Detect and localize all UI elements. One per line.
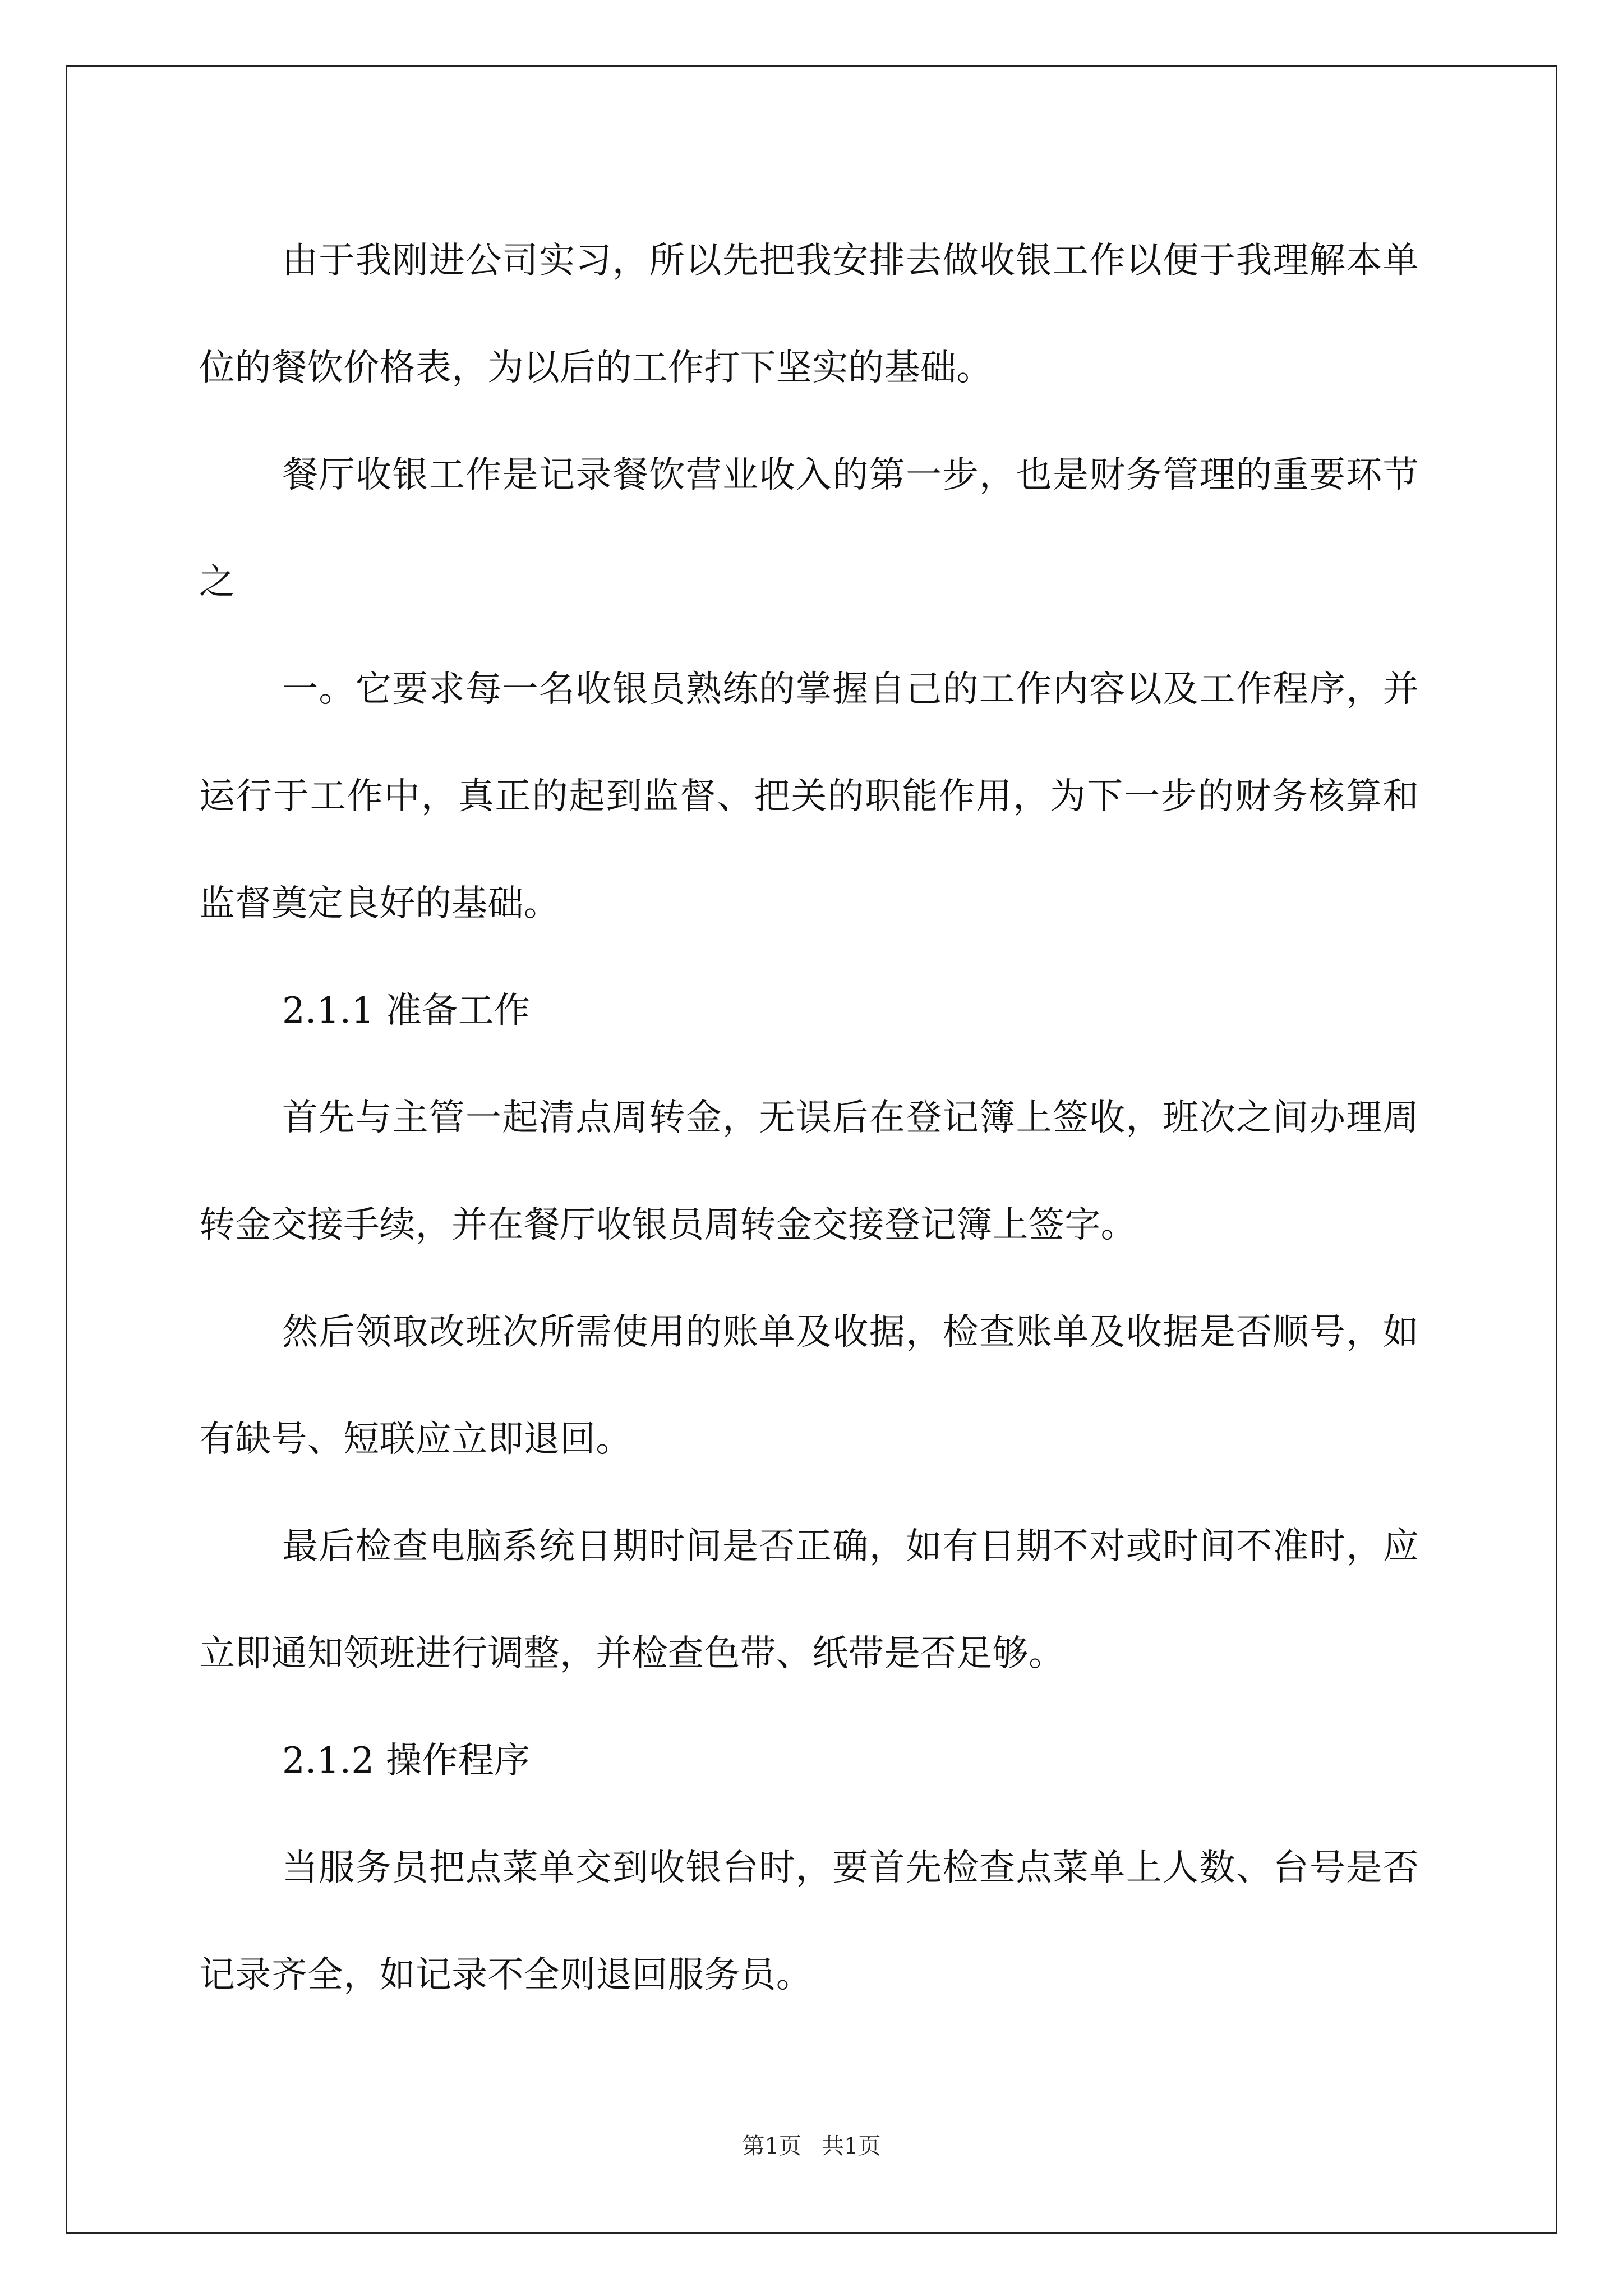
section-heading: 2.1.2 操作程序	[282, 1740, 531, 1782]
paragraph: 当服务员把点菜单交到收银台时，要首先检查点菜单上人数、台号是否记录齐全，如记录不全则退回服务员。	[199, 1847, 1419, 1996]
paragraph: 餐厅收银工作是记录餐饮营业收入的第一步，也是财务管理的重要环节之	[199, 454, 1419, 603]
paragraph: 然后领取改班次所需使用的账单及收据，检查账单及收据是否顺号，如有缺号、短联应立即退回。	[199, 1312, 1419, 1460]
document-body	[199, 208, 1419, 2029]
paragraph: 最后检查电脑系统日期时间是否正确，如有日期不对或时间不准时，应立即通知领班进行调整，并检查色带、纸带是否足够。	[199, 1526, 1419, 1674]
paragraph: 由于我刚进公司实习，所以先把我安排去做收银工作以便于我理解本单位的餐饮价格表，为以后的工作打下坚实的基础。	[199, 240, 1419, 389]
page-number: 第1页	[742, 2133, 801, 2159]
section-heading: 2.1.1 准备工作	[282, 990, 531, 1032]
total-pages: 共1页	[822, 2133, 881, 2159]
paragraph: 一。它要求每一名收银员熟练的掌握自己的工作内容以及工作程序，并运行于工作中，真正的起到监督、把关的职能作用，为下一步的财务核算和监督奠定良好的基础。	[199, 669, 1419, 924]
page-footer	[0, 2132, 1623, 2160]
paragraph: 首先与主管一起清点周转金，无误后在登记簿上签收，班次之间办理周转金交接手续，并在餐厅收银员周转金交接登记簿上签字。	[199, 1097, 1419, 1246]
